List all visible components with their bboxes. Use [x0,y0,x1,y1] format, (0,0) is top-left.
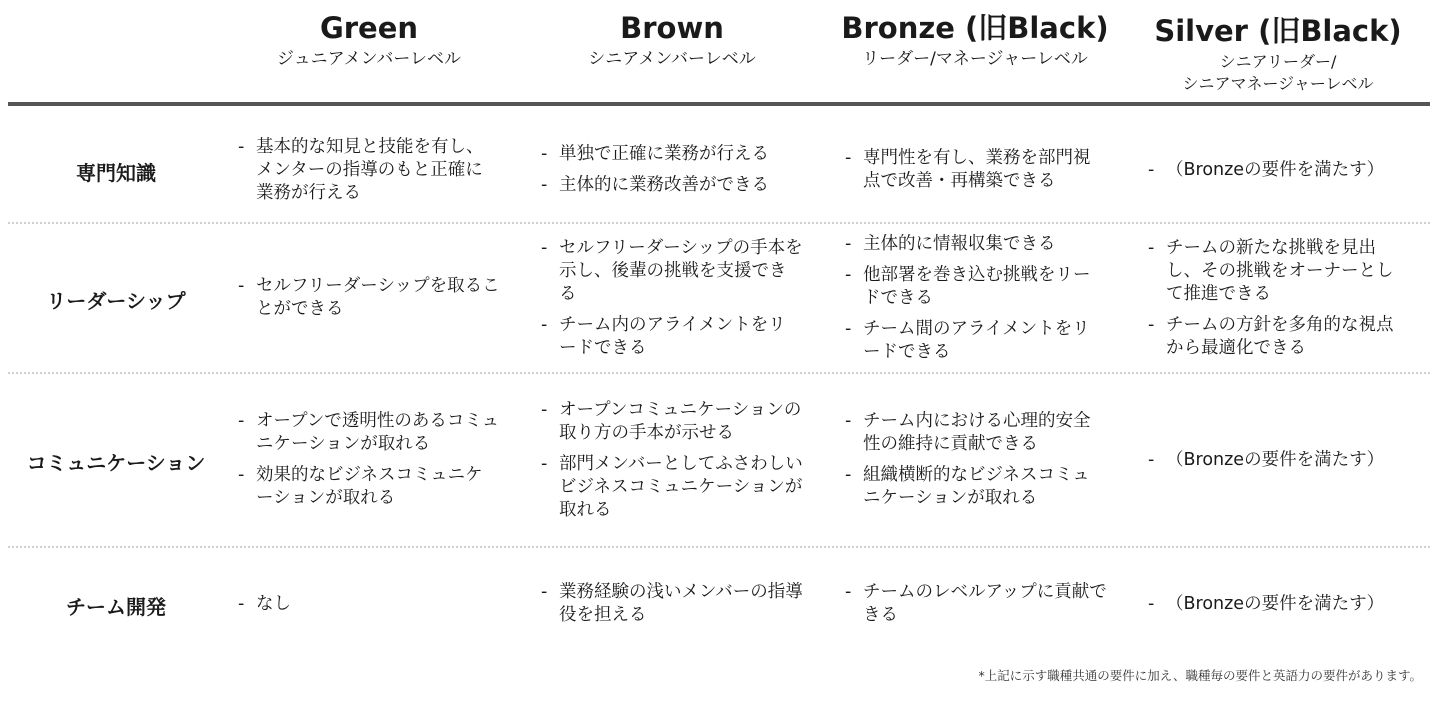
requirement-text: チーム内における心理的安全性の維持に貢献できる [863,411,1091,454]
bullet-dash: - [541,237,548,258]
column-title: Brown [620,11,724,45]
requirement-item [238,410,500,456]
requirement-item [541,237,803,306]
requirement-item [541,453,803,522]
requirement-item [1148,314,1410,360]
requirement-item [1148,593,1410,616]
requirement-item [238,464,500,510]
column-subtitle: リーダー/マネージャーレベル [862,49,1088,69]
header-rule [8,102,1430,106]
column-title: Silver (旧Black) [1154,14,1402,48]
column-header-green [224,10,514,70]
table-header [0,0,1440,104]
bullet-dash: - [238,593,245,614]
requirement-text: （Bronzeの要件を満たす） [1166,593,1385,614]
requirement-item [1148,237,1410,306]
requirement-item [238,136,500,205]
requirement-text: セルフリーダーシップの手本を示し、後輩の挑戦を支援できる [559,237,803,304]
requirement-item [1148,449,1410,472]
requirement-text: セルフリーダーシップを取ることができる [256,276,500,319]
cell-team-development-bronze [845,548,1107,660]
cell-communication-brown [541,374,803,546]
requirement-text: （Bronzeの要件を満たす） [1166,159,1385,180]
table-row-communication [0,374,1440,546]
requirement-text: 業務経験の浅いメンバーの指導役を担える [559,582,803,625]
requirement-item [1148,159,1410,182]
bullet-dash: - [1148,159,1155,180]
bullet-dash: - [845,582,852,602]
requirement-text: チーム間のアライメントをリードできる [863,318,1090,362]
cell-leadership-silver [1148,224,1410,372]
requirement-item [541,581,803,627]
cell-communication-green [238,374,500,546]
column-header-brown [527,10,817,70]
requirement-text: なし [256,593,291,614]
bullet-dash: - [238,465,245,485]
requirement-item [541,314,803,360]
row-label: チーム開発 [66,595,166,619]
bullet-dash: - [541,144,548,164]
cell-team-development-brown [541,548,803,660]
requirement-item [541,399,803,445]
requirement-item [541,174,803,197]
requirement-item [541,143,803,166]
requirement-item [845,581,1107,627]
requirement-text: 部門メンバーとしてふさわしいビジネスコミュニケーションが取れる [559,453,803,520]
bullet-dash: - [541,399,548,420]
column-title: Bronze (旧Black) [841,11,1109,45]
column-title: Green [319,11,419,45]
requirement-item [845,410,1107,456]
column-header-silver [1133,13,1423,95]
bullet-dash: - [845,148,852,168]
column-subtitle: シニアリーダー/ シニアマネージャーレベル [1182,52,1374,93]
requirement-text: 他部署を巻き込む挑戦をリードできる [863,264,1091,308]
bullet-dash: - [541,314,548,335]
requirement-item [845,147,1107,193]
bullet-dash: - [1148,237,1155,258]
requirement-text: オープンで透明性のあるコミュニケーションが取れる [256,411,500,454]
bullet-dash: - [845,264,852,285]
bullet-dash: - [1148,449,1155,470]
requirement-item [238,593,500,616]
bullet-dash: - [541,453,548,474]
requirement-text: チームの方針を多角的な視点から最適化できる [1166,314,1394,358]
requirement-text: 効果的なビジネスコミュニケーションが取れる [256,465,483,508]
table-row-team-development [0,548,1440,660]
requirement-text: チームの新たな挑戦を見出し、その挑戦をオーナーとして推進できる [1166,237,1394,304]
column-subtitle: ジュニアメンバーレベル [276,49,462,69]
footnote: *上記に示す職種共通の要件に加え、職種毎の要件と英語力の要件があります。 [978,668,1422,683]
requirement-text: 主体的に情報収集できる [863,233,1056,254]
row-label: リーダーシップ [46,289,186,313]
cell-expertise-green [238,118,500,222]
requirement-text: 専門性を有し、業務を部門視点で改善・再構築できる [863,148,1091,191]
requirement-text: チーム内のアライメントをリードできる [559,314,786,358]
cell-expertise-bronze [845,118,1107,222]
requirement-text: 単独で正確に業務が行える [559,144,769,164]
requirement-text: 主体的に業務改善ができる [559,175,769,195]
cell-leadership-brown [541,224,803,372]
column-subtitle: シニアメンバーレベル [588,49,756,69]
requirement-text: 組織横断的なビジネスコミュニケーションが取れる [863,465,1090,508]
requirement-text: チームのレベルアップに貢献できる [863,582,1107,625]
cell-team-development-silver [1148,548,1410,660]
cell-expertise-silver [1148,118,1410,222]
cell-leadership-bronze [845,224,1107,372]
requirement-text: （Bronzeの要件を満たす） [1166,449,1385,470]
bullet-dash: - [845,411,852,431]
bullet-dash: - [541,175,548,195]
bullet-dash: - [1148,593,1155,614]
bullet-dash: - [238,276,245,296]
bullet-dash: - [845,465,852,485]
cell-communication-silver [1148,374,1410,546]
table-row-leadership [0,224,1440,372]
requirement-item [845,233,1107,256]
bullet-dash: - [845,233,852,254]
bullet-dash: - [238,411,245,431]
cell-communication-bronze [845,374,1107,546]
table-row-expertise [0,118,1440,222]
bullet-dash: - [541,582,548,602]
requirement-item [845,464,1107,510]
cell-team-development-green [238,548,500,660]
bullet-dash: - [1148,314,1155,335]
bullet-dash: - [845,318,852,339]
row-label: 専門知識 [76,161,156,185]
requirement-item [845,318,1107,364]
cell-leadership-green [238,224,500,372]
bullet-dash: - [238,136,245,157]
requirement-text: 基本的な知見と技能を有し、メンターの指導のもと正確に業務が行える [256,136,484,203]
row-label: コミュニケーション [26,451,206,475]
column-header-bronze [830,10,1120,70]
requirement-text: オープンコミュニケーションの取り方の手本が示せる [559,399,802,443]
requirement-item [238,275,500,321]
requirement-item [845,264,1107,310]
cell-expertise-brown [541,118,803,222]
